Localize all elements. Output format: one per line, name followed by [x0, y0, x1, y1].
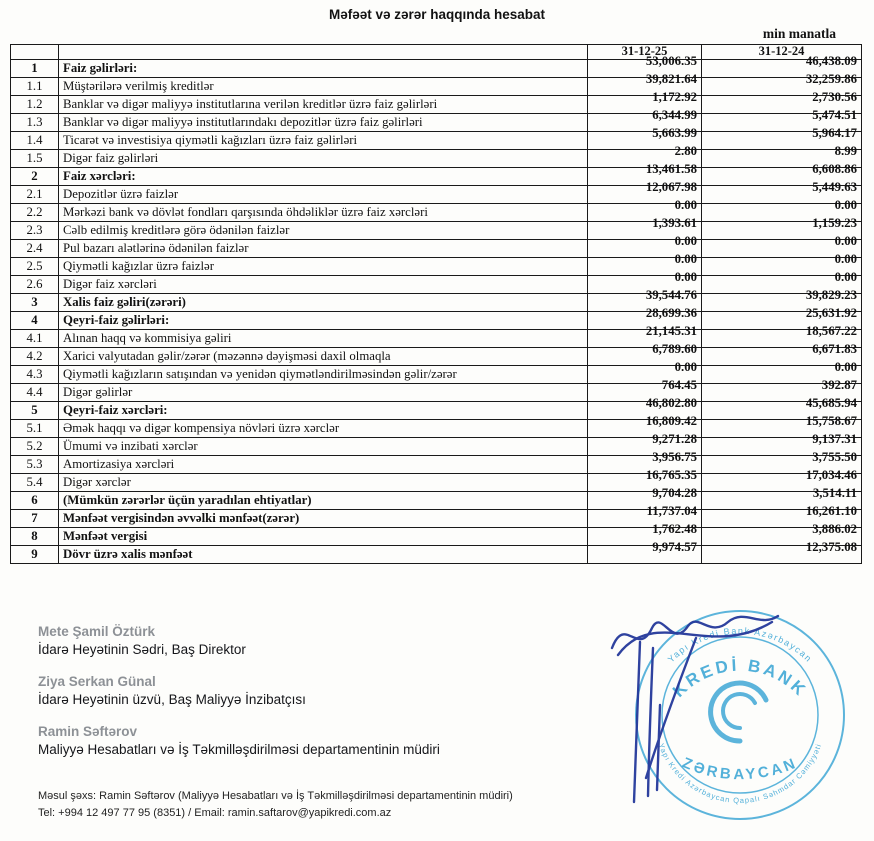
row-number: 1.1: [11, 78, 59, 96]
responsible-person-note: [38, 788, 513, 822]
income-statement-table: [10, 44, 862, 564]
row-value-31-12-25: 28,699.36: [588, 312, 702, 330]
row-value-31-12-25: 39,544.76: [588, 294, 702, 312]
row-label: Depozitlər üzrə faizlər: [59, 186, 588, 204]
row-value-31-12-25: 16,765.35: [588, 474, 702, 492]
row-value-31-12-24: 6,671.83: [702, 348, 862, 366]
row-number: 5.1: [11, 420, 59, 438]
row-number: 2.3: [11, 222, 59, 240]
currency-unit-note: min manatla: [762, 26, 836, 41]
table-row: [11, 132, 862, 150]
header-empty-label: [59, 45, 588, 60]
row-number: 8: [11, 528, 59, 546]
signatory-title: Maliyyə Hesabatları və İş Təkmilləşdirilməsi departamentinin müdiri: [38, 742, 440, 757]
page-title: Məfəət və zərər haqqında hesabat: [328, 7, 546, 22]
row-value-31-12-24: 18,567.22: [702, 330, 862, 348]
row-value-31-12-24: 6,608.86: [702, 168, 862, 186]
row-value-31-12-25: 11,737.04: [588, 510, 702, 528]
signatory-name: Ziya Serkan Günal: [38, 674, 156, 689]
row-value-31-12-24: 2,730.56: [702, 96, 862, 114]
row-value-31-12-25: 46,802.80: [588, 402, 702, 420]
row-value-31-12-25: 5,663.99: [588, 132, 702, 150]
row-label: Digər gəlirlər: [59, 384, 588, 402]
row-value-31-12-24: 15,758.67: [702, 420, 862, 438]
row-value-31-12-25: 53,006.35: [588, 60, 702, 78]
table-row: [11, 384, 862, 402]
table-row: [11, 528, 862, 546]
row-label: Digər xərclər: [59, 474, 588, 492]
table-row: [11, 492, 862, 510]
row-label: Mənfəət vergisindən əvvəlki mənfəət(zərər): [59, 510, 588, 528]
row-value-31-12-25: 9,974.57: [588, 546, 702, 564]
table-row: [11, 312, 862, 330]
col-header-31-12-25: 31-12-25: [588, 45, 702, 60]
row-label: Ticarət və investisiya qiymətli kağızları üzrə faiz gəlirləri: [59, 132, 588, 150]
row-value-31-12-24: 3,886.02: [702, 528, 862, 546]
table-row: [11, 240, 862, 258]
row-label: Cəlb edilmiş kreditlərə görə ödənilən faizlər: [59, 222, 588, 240]
signatory-title: İdarə Heyətinin Sədri, Baş Direktor: [38, 642, 246, 657]
row-number: 2.4: [11, 240, 59, 258]
row-number: 5: [11, 402, 59, 420]
row-label: Faiz xərcləri:: [59, 168, 588, 186]
table-row: [11, 366, 862, 384]
row-number: 9: [11, 546, 59, 564]
row-label: Alınan haqq və kommisiya gəliri: [59, 330, 588, 348]
row-number: 5.2: [11, 438, 59, 456]
stamp-outer-text-top: Yapı Kredi Bank Azərbaycan: [665, 625, 815, 665]
row-value-31-12-25: 0.00: [588, 366, 702, 384]
row-number: 3: [11, 294, 59, 312]
contact-line: Tel: +994 12 497 77 95 (8351) / Email: ramin.saftarov@yapikredi.com.az: [38, 807, 392, 820]
signatory: [38, 724, 440, 757]
row-number: 2.1: [11, 186, 59, 204]
row-label: Qeyri-faiz xərcləri:: [59, 402, 588, 420]
row-value-31-12-25: 9,271.28: [588, 438, 702, 456]
table-row: [11, 546, 862, 564]
row-value-31-12-24: 5,449.63: [702, 186, 862, 204]
row-label: Mərkəzi bank və dövlət fondları qarşısında öhdəliklər üzrə faiz xərcləri: [59, 204, 588, 222]
table-header-row: [11, 45, 862, 60]
row-value-31-12-24: 0.00: [702, 240, 862, 258]
row-value-31-12-24: 32,259.86: [702, 78, 862, 96]
row-label: Banklar və digər maliyyə institutlarına verilən kreditlər üzrə faiz gəlirləri: [59, 96, 588, 114]
row-value-31-12-24: 8.99: [702, 150, 862, 168]
row-number: 2.5: [11, 258, 59, 276]
row-value-31-12-24: 0.00: [702, 276, 862, 294]
row-label: Xarici valyutadan gəlir/zərər (məzənnə dəyişməsi daxil olmaqla: [59, 348, 588, 366]
table-row: [11, 186, 862, 204]
row-value-31-12-25: 0.00: [588, 276, 702, 294]
row-value-31-12-25: 21,145.31: [588, 330, 702, 348]
row-value-31-12-25: 39,821.64: [588, 78, 702, 96]
signatory-title: İdarə Heyətinin üzvü, Baş Maliyyə İnzibatçısı: [38, 692, 306, 707]
row-label: Faiz gəlirləri:: [59, 60, 588, 78]
row-value-31-12-25: 1,172.92: [588, 96, 702, 114]
row-label: Qiymətli kağızlar üzrə faizlər: [59, 258, 588, 276]
row-label: Mənfəət vergisi: [59, 528, 588, 546]
row-value-31-12-25: 16,809.42: [588, 420, 702, 438]
bank-logo-icon: [711, 683, 766, 741]
table-row: [11, 510, 862, 528]
row-number: 1.5: [11, 150, 59, 168]
row-number: 6: [11, 492, 59, 510]
row-label: Digər faiz xərcləri: [59, 276, 588, 294]
row-number: 1.2: [11, 96, 59, 114]
row-label: Xalis faiz gəliri(zərəri): [59, 294, 588, 312]
row-value-31-12-25: 1,762.48: [588, 528, 702, 546]
row-number: 4.2: [11, 348, 59, 366]
signatory: [38, 674, 440, 707]
row-value-31-12-25: 6,789.60: [588, 348, 702, 366]
row-label: Ümumi və inzibati xərclər: [59, 438, 588, 456]
stamp-bank-name-line2: ZƏRBAYCAN: [679, 754, 801, 784]
row-number: 4: [11, 312, 59, 330]
table-row: [11, 60, 862, 78]
row-number: 4.4: [11, 384, 59, 402]
row-label: Digər faiz gəlirləri: [59, 150, 588, 168]
row-number: 1.4: [11, 132, 59, 150]
row-value-31-12-24: 0.00: [702, 366, 862, 384]
table-row: [11, 438, 862, 456]
table-row: [11, 96, 862, 114]
signatory-name: Ramin Səftərov: [38, 724, 138, 739]
stamp-text: [657, 626, 824, 805]
row-number: 2: [11, 168, 59, 186]
table-row: [11, 222, 862, 240]
row-number: 1: [11, 60, 59, 78]
table-row: [11, 330, 862, 348]
col-header-31-12-24: 31-12-24: [702, 45, 862, 60]
row-label: Qeyri-faiz gəlirləri:: [59, 312, 588, 330]
row-number: 5.4: [11, 474, 59, 492]
row-label: Müştərilərə verilmiş kreditlər: [59, 78, 588, 96]
row-value-31-12-25: 0.00: [588, 240, 702, 258]
table-row: [11, 168, 862, 186]
row-value-31-12-25: 13,461.58: [588, 168, 702, 186]
row-value-31-12-24: 25,631.92: [702, 312, 862, 330]
signatory: [38, 624, 440, 657]
row-value-31-12-24: 0.00: [702, 258, 862, 276]
row-value-31-12-25: 0.00: [588, 204, 702, 222]
table-row: [11, 348, 862, 366]
table-row: [11, 402, 862, 420]
row-value-31-12-25: 0.00: [588, 258, 702, 276]
row-value-31-12-24: 12,375.08: [702, 546, 862, 564]
row-value-31-12-24: 0.00: [702, 204, 862, 222]
row-value-31-12-24: 17,034.46: [702, 474, 862, 492]
row-number: 2.6: [11, 276, 59, 294]
row-number: 7: [11, 510, 59, 528]
row-value-31-12-24: 45,685.94: [702, 402, 862, 420]
table-row: [11, 456, 862, 474]
row-number: 5.3: [11, 456, 59, 474]
row-label: Amortizasiya xərcləri: [59, 456, 588, 474]
row-value-31-12-25: 6,344.99: [588, 114, 702, 132]
row-value-31-12-24: 16,261.10: [702, 510, 862, 528]
row-number: 2.2: [11, 204, 59, 222]
table-row: [11, 114, 862, 132]
table-row: [11, 276, 862, 294]
row-label: Banklar və digər maliyyə institutlarındakı depozitlər üzrə faiz gəlirləri: [59, 114, 588, 132]
row-value-31-12-24: 392.87: [702, 384, 862, 402]
stamp-outer-text-bottom: Yapı Kredi Azərbaycan Qapalı Səhmdar Cəmiyyəti: [656, 742, 824, 805]
svg-text:ZƏRBAYCAN: [680, 754, 800, 783]
row-label: Əmək haqqı və digər kompensiya növləri üzrə xərclər: [59, 420, 588, 438]
row-value-31-12-24: 5,474.51: [702, 114, 862, 132]
row-value-31-12-24: 3,755.50: [702, 456, 862, 474]
table-row: [11, 474, 862, 492]
signatory-name: Mete Şamil Öztürk: [38, 624, 156, 639]
row-value-31-12-24: 1,159.23: [702, 222, 862, 240]
row-value-31-12-24: 5,964.17: [702, 132, 862, 150]
row-label: (Mümkün zərərlər üçün yaradılan ehtiyatlar): [59, 492, 588, 510]
row-label: Qiymətli kağızların satışından və yenidən qiymətləndirilməsindən gəlir/zərər: [59, 366, 588, 384]
row-value-31-12-24: 39,829.23: [702, 294, 862, 312]
header-empty-num: [11, 45, 59, 60]
row-value-31-12-25: 2.80: [588, 150, 702, 168]
row-value-31-12-25: 12,067.98: [588, 186, 702, 204]
row-value-31-12-24: 46,438.09: [702, 60, 862, 78]
table-row: [11, 78, 862, 96]
table-row: [11, 258, 862, 276]
row-value-31-12-25: 9,704.28: [588, 492, 702, 510]
bank-stamp: [600, 600, 874, 841]
row-number: 1.3: [11, 114, 59, 132]
table-row: [11, 204, 862, 222]
row-value-31-12-25: 3,956.75: [588, 456, 702, 474]
row-number: 4.3: [11, 366, 59, 384]
row-label: Pul bazarı alətlərinə ödənilən faizlər: [59, 240, 588, 258]
row-value-31-12-24: 3,514.11: [702, 492, 862, 510]
table-row: [11, 420, 862, 438]
table-row: [11, 150, 862, 168]
responsible-person-line: Məsul şəxs: Ramin Səftərov (Maliyyə Hesabatları və İş Təkmilləşdirilməsi departamentinin müdiri): [38, 790, 513, 802]
table-row: [11, 294, 862, 312]
row-number: 4.1: [11, 330, 59, 348]
row-value-31-12-24: 9,137.31: [702, 438, 862, 456]
row-label: Dövr üzrə xalis mənfəət: [59, 546, 588, 564]
row-value-31-12-25: 1,393.61: [588, 222, 702, 240]
signatories-block: [38, 624, 440, 774]
stamp-bank-name-line1: KREDİ BANK: [669, 655, 811, 701]
row-value-31-12-25: 764.45: [588, 384, 702, 402]
